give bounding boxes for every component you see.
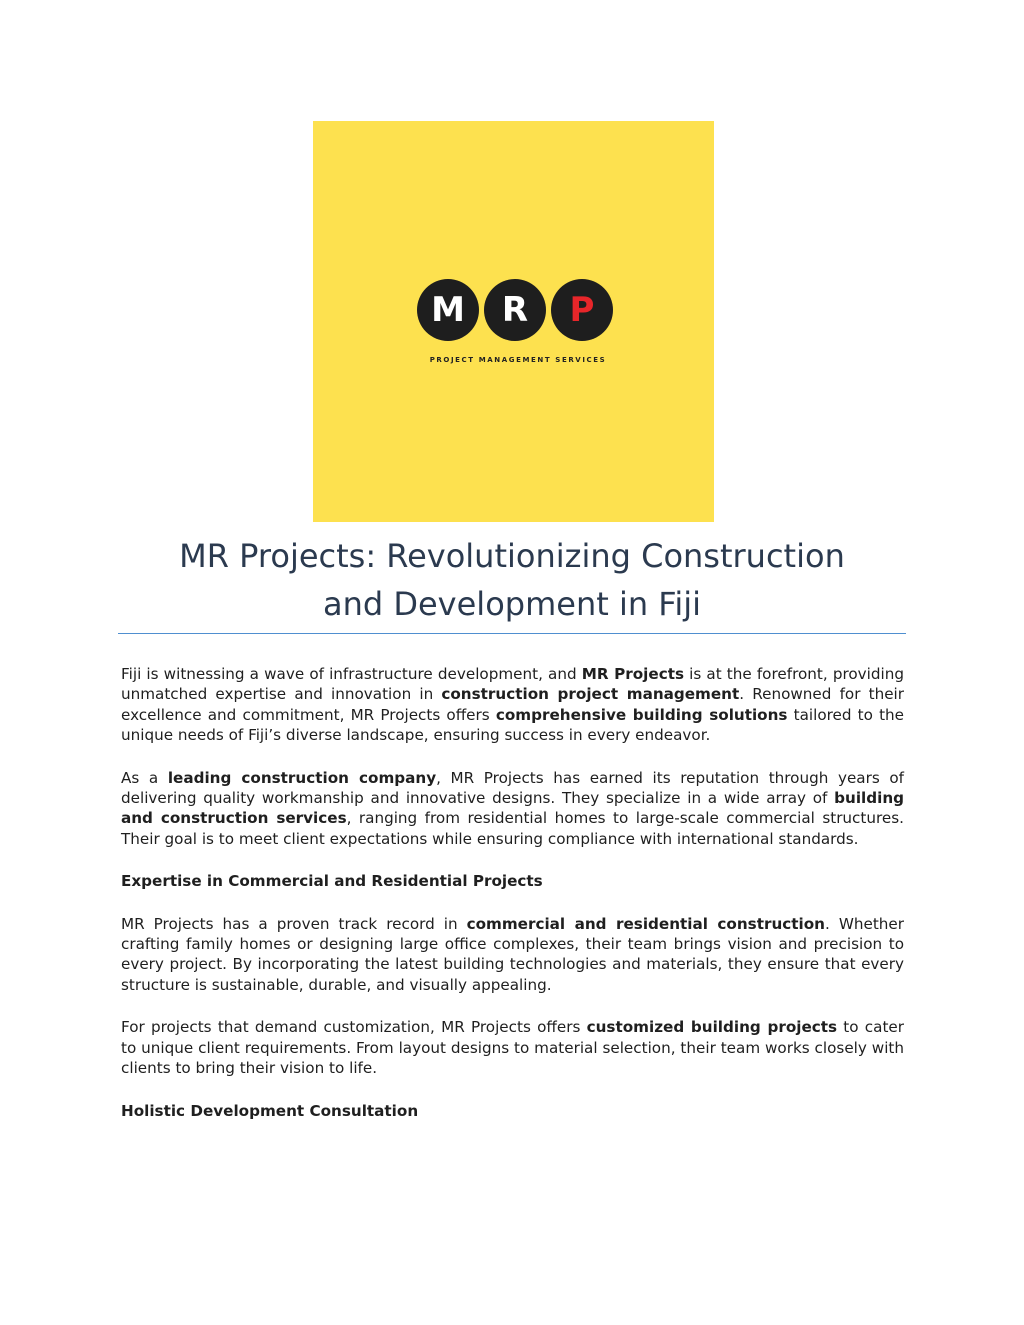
paragraph-track-record — [121, 914, 904, 996]
logo-letter-m: M — [417, 279, 479, 341]
logo-tagline: PROJECT MANAGEMENT SERVICES — [429, 356, 607, 364]
logo-mark — [417, 279, 613, 341]
text-run: tailored to the unique needs of Fiji’s diverse landscape, ensuring success in every endeavor. — [121, 705, 904, 745]
text-run: Fiji is witnessing a wave of infrastructure development, and — [121, 665, 582, 683]
text-run: is at the forefront, providing unmatched expertise and innovation in — [121, 665, 904, 704]
text-run: to cater to unique client requirements. From layout designs to material selection, their team works closely with clients to bring their vision to life. — [121, 1018, 904, 1078]
mrp-logo — [313, 121, 714, 522]
bold-run: leading construction company — [167, 768, 437, 787]
text-run: , ranging from residential homes to large-scale commercial structures. Their goal is to meet client expectations while ensuring compliance with international standards. — [121, 809, 904, 848]
paragraph-customization — [121, 1017, 904, 1078]
bold-run: comprehensive building solutions — [495, 705, 788, 724]
text-run: . Renowned for their excellence and commitment, MR Projects offers — [121, 685, 905, 724]
page-title — [120, 532, 904, 628]
bold-run: MR Projects — [581, 665, 684, 683]
title-line-2: and Development in Fiji — [322, 585, 702, 623]
title-line-1: MR Projects: Revolutionizing Construction — [179, 537, 845, 575]
logo-letter-p: P — [551, 279, 613, 341]
article-body — [121, 664, 904, 1143]
text-run: . Whether crafting family homes or designing large office complexes, their team brings vision and precision to every project. By incorporating the latest building technologies and materials, they ensure that every structure is sustainable, durable, and visually appealing. — [121, 914, 904, 994]
logo-letter-r: R — [484, 279, 546, 341]
text-run: , MR Projects has earned its reputation through years of delivering quality workmanship and innovative designs. They specialize in a wide array of — [121, 768, 904, 808]
title-divider — [118, 633, 906, 634]
bold-run: commercial and residential construction — [466, 914, 825, 933]
paragraph-intro — [121, 664, 904, 746]
text-run: As a — [121, 768, 168, 787]
paragraph-leading-company — [121, 768, 904, 850]
text-run: MR Projects has a proven track record in — [121, 914, 467, 933]
text-run: For projects that demand customization, MR Projects offers — [121, 1018, 587, 1037]
section-heading-expertise: Expertise in Commercial and Residential Projects — [121, 872, 543, 891]
bold-run: customized building projects — [586, 1018, 838, 1037]
bold-run: construction project management — [441, 685, 740, 704]
bold-run: building and construction services — [121, 789, 904, 828]
section-heading-consultation: Holistic Development Consultation — [121, 1101, 419, 1120]
